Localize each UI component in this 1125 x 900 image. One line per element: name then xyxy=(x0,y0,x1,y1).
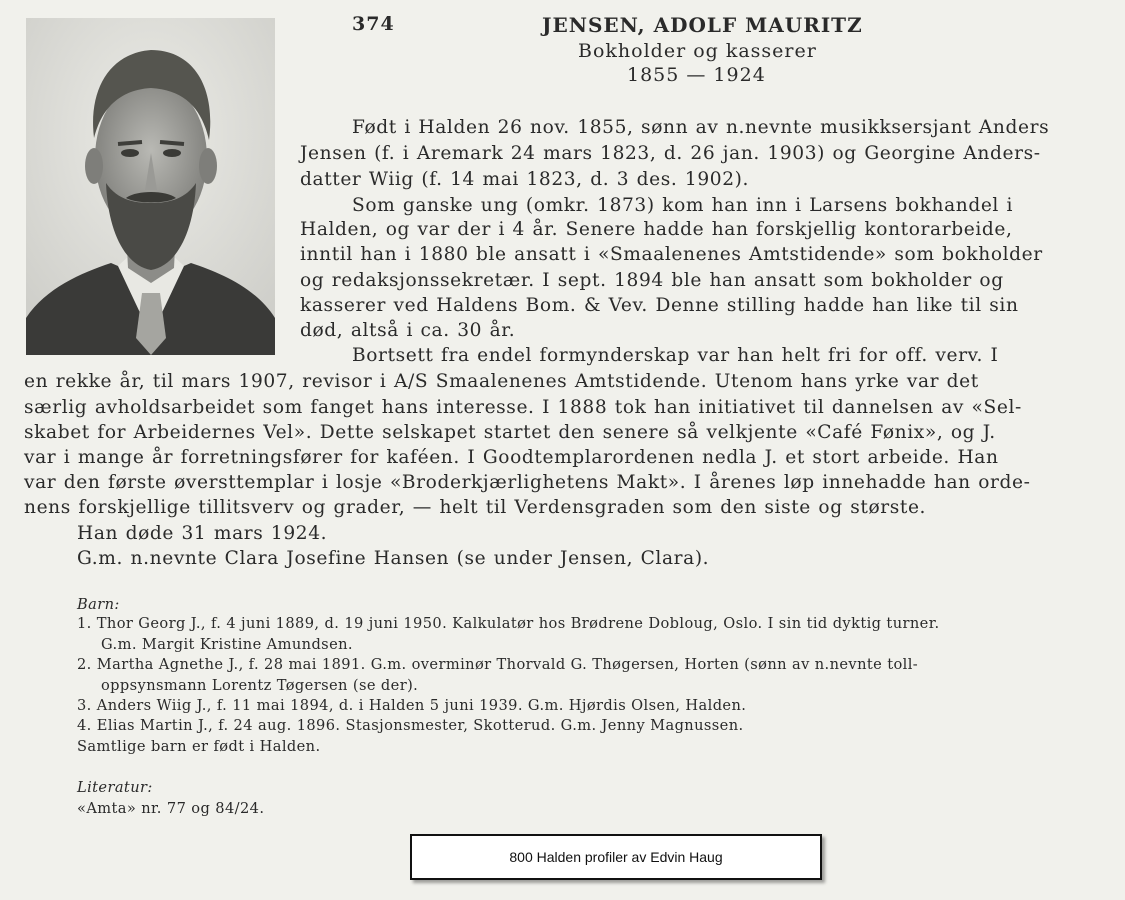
child-line: 4. Elias Martin J., f. 24 aug. 1896. Stasjonsmester, Skotterud. G.m. Jenny Magnussen. xyxy=(77,717,744,734)
portrait-photo xyxy=(26,18,275,355)
body-line: Halden, og var der i 4 år. Senere hadde han forskjellig kontorarbeide, xyxy=(300,219,1013,240)
children-heading: Barn: xyxy=(77,596,120,613)
occupation: Bokholder og kasserer xyxy=(578,40,817,62)
body-line: Som ganske ung (omkr. 1873) kom han inn i Larsens bokhandel i xyxy=(352,195,1014,216)
body-line: nens forskjellige tillitsverv og grader, — helt til Verdensgraden som den siste og største. xyxy=(24,497,927,518)
body-line: kasserer ved Haldens Bom. & Vev. Denne stilling hadde han like til sin xyxy=(300,295,1019,316)
child-line: 3. Anders Wiig J., f. 11 mai 1894, d. i Halden 5 juni 1939. G.m. Hjørdis Olsen, Halden. xyxy=(77,697,747,714)
body-line: datter Wiig (f. 14 mai 1823, d. 3 des. 1902). xyxy=(300,169,750,190)
body-line: var i mange år forretningsfører for kaféen. I Goodtemplarordenen nedla J. et stort arbeide. Han xyxy=(24,447,999,468)
child-line: oppsynsmann Lorentz Tøgersen (se der). xyxy=(101,677,419,694)
literature-heading: Literatur: xyxy=(77,779,153,796)
body-line: og redaksjonssekretær. I sept. 1894 ble han ansatt som bokholder og xyxy=(300,270,1004,291)
person-name: JENSEN, ADOLF MAURITZ xyxy=(542,13,863,37)
body-line: skabet for Arbeidernes Vel». Dette selskapet startet den senere så velkjente «Café Fønix», og J. xyxy=(24,422,996,443)
child-line: 1. Thor Georg J., f. 4 juni 1889, d. 19 juni 1950. Kalkulatør hos Brødrene Dobloug, Oslo. I sin tid dyktig turner. xyxy=(77,615,940,632)
death-line: Han døde 31 mars 1924. xyxy=(77,523,328,544)
marriage-line: G.m. n.nevnte Clara Josefine Hansen (se under Jensen, Clara). xyxy=(77,548,710,569)
body-line: Bortsett fra endel formynderskap var han helt fri for off. verv. I xyxy=(352,345,999,366)
entry-number: 374 xyxy=(352,13,395,35)
child-line: G.m. Margit Kristine Amundsen. xyxy=(101,636,353,653)
body-line: Født i Halden 26 nov. 1855, sønn av n.nevnte musikksersjant Anders xyxy=(352,117,1050,138)
caption-text: 800 Halden profiler av Edvin Haug xyxy=(509,849,723,865)
body-line: Jensen (f. i Aremark 24 mars 1823, d. 26 jan. 1903) og Georgine Anders- xyxy=(300,143,1041,164)
body-line: inntil han i 1880 ble ansatt i «Smaalenenes Amtstidende» som bokholder xyxy=(300,244,1043,265)
child-line: 2. Martha Agnethe J., f. 28 mai 1891. G.m. overminør Thorvald G. Thøgersen, Horten (sønn av n.nevnte toll- xyxy=(77,656,919,673)
body-line: en rekke år, til mars 1907, revisor i A/S Smaalenenes Amtstidende. Utenom hans yrke var det xyxy=(24,371,979,392)
body-line: var den første øversttemplar i losje «Broderkjærlighetens Makt». I årenes løp innehadde han orde- xyxy=(24,472,1031,493)
literature-text: «Amta» nr. 77 og 84/24. xyxy=(77,800,265,817)
children-note: Samtlige barn er født i Halden. xyxy=(77,738,321,755)
life-years: 1855 — 1924 xyxy=(627,64,766,86)
caption-box xyxy=(410,834,822,880)
body-line: særlig avholdsarbeidet som fanget hans interesse. I 1888 tok han initiativet til dannelsen av «Sel- xyxy=(24,397,1022,418)
body-line: død, altså i ca. 30 år. xyxy=(300,320,516,341)
